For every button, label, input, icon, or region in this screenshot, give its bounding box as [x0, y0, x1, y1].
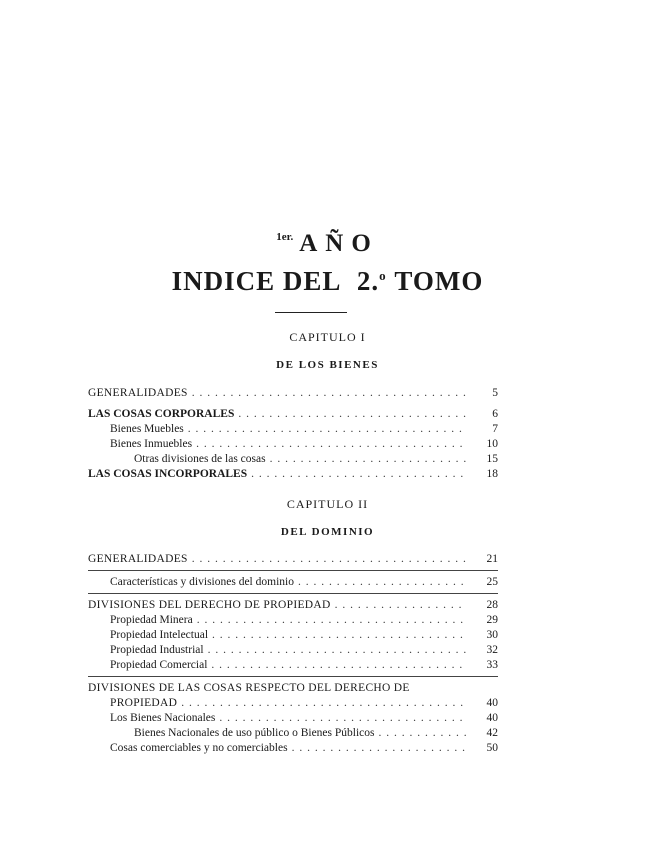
toc-entry-label: Características y divisiones del dominio	[110, 576, 294, 588]
toc-entry-page: 7	[492, 423, 498, 435]
toc-entry	[88, 598, 498, 613]
toc-entry-label: DIVISIONES DEL DERECHO DE PROPIEDAD	[88, 599, 331, 611]
leader-dots	[270, 452, 466, 467]
title-rule	[275, 312, 347, 313]
toc-entry-label: LAS COSAS INCORPORALES	[88, 468, 248, 480]
leader-dots	[379, 726, 466, 741]
page-title	[0, 266, 655, 297]
year-superscript: 1er.	[276, 231, 294, 243]
leader-dots	[212, 628, 466, 643]
toc-entry-page: 50	[486, 742, 498, 754]
leader-dots	[298, 575, 466, 590]
chapter-2-label: CAPITULO II	[286, 497, 369, 511]
toc-entry	[88, 628, 498, 643]
toc-entry	[88, 452, 498, 467]
toc-entry-page: 29	[486, 614, 498, 626]
toc-entry	[88, 711, 498, 726]
toc-entry-page: 10	[486, 438, 498, 450]
toc-entry	[88, 552, 498, 567]
title-number: 2.	[356, 266, 380, 296]
toc-entry	[88, 613, 498, 628]
toc-entry-label: Bienes Nacionales de uso público o Bienes Públicos	[134, 727, 375, 739]
chapter-2-title: DEL DOMINIO	[280, 526, 375, 538]
toc-entry	[88, 407, 498, 422]
toc-entry-label: Otras divisiones de las cosas	[134, 453, 266, 465]
leader-dots	[335, 598, 466, 613]
toc-entry-label: PROPIEDAD	[110, 697, 178, 709]
title-end: TOMO	[394, 266, 484, 296]
toc-entry-page: 28	[486, 599, 498, 611]
toc-entry	[88, 726, 498, 741]
leader-dots	[192, 386, 466, 401]
toc-entry-page: 21	[486, 553, 498, 565]
toc-entry-page: 6	[492, 408, 498, 420]
toc-entry-label: Bienes Muebles	[110, 423, 184, 435]
toc-entry	[88, 658, 498, 673]
toc-entry-page: 40	[486, 697, 498, 709]
chapter-1-label: CAPITULO I	[289, 330, 366, 344]
leader-dots	[196, 437, 466, 452]
leader-dots	[238, 407, 466, 422]
toc-entry-page: 15	[486, 453, 498, 465]
toc-entry-page: 42	[486, 727, 498, 739]
toc-entry-label: Propiedad Minera	[110, 614, 193, 626]
toc-entry-label: Los Bienes Nacionales	[110, 712, 216, 724]
toc-entry-label: Propiedad Intelectual	[110, 629, 209, 641]
leader-dots	[181, 696, 466, 711]
toc-entry-page: 25	[486, 576, 498, 588]
chapter-1-toc	[88, 386, 498, 482]
toc-entry-label: Cosas comerciables y no comerciables	[110, 742, 288, 754]
toc-entry-page: 18	[486, 468, 498, 480]
toc-entry	[88, 741, 498, 756]
divider	[88, 593, 498, 594]
toc-entry	[88, 643, 498, 658]
toc-entry	[88, 575, 498, 590]
toc-entry	[88, 437, 498, 452]
leader-dots	[197, 613, 466, 628]
leader-dots	[211, 658, 466, 673]
divider	[88, 570, 498, 571]
toc-entry	[88, 422, 498, 437]
toc-entry-label: DIVISIONES DE LAS COSAS RESPECTO DEL DERECHO DE	[88, 682, 410, 694]
leader-dots	[219, 711, 466, 726]
toc-entry	[88, 681, 498, 696]
leader-dots	[251, 467, 466, 482]
leader-dots	[292, 741, 466, 756]
toc-entry-label: Propiedad Industrial	[110, 644, 204, 656]
chapter-2-toc	[88, 552, 498, 756]
toc-entry	[88, 696, 498, 711]
toc-entry-page: 30	[486, 629, 498, 641]
toc-entry-label: GENERALIDADES	[88, 553, 188, 565]
year-word: AÑO	[299, 230, 379, 257]
divider	[88, 676, 498, 677]
toc-entry-label: Propiedad Comercial	[110, 659, 208, 671]
toc-entry-label: Bienes Inmuebles	[110, 438, 193, 450]
toc-entry-label: LAS COSAS CORPORALES	[88, 408, 235, 420]
toc-entry-label: GENERALIDADES	[88, 387, 188, 399]
leader-dots	[188, 422, 466, 437]
chapter-1-title: DE LOS BIENES	[276, 359, 379, 371]
leader-dots	[208, 643, 466, 658]
toc-entry	[88, 467, 498, 482]
toc-entry-page: 5	[492, 387, 498, 399]
toc-entry	[88, 386, 498, 401]
leader-dots	[192, 552, 466, 567]
title-superscript: o	[379, 268, 387, 283]
toc-entry-page: 32	[486, 644, 498, 656]
toc-entry-page: 40	[486, 712, 498, 724]
title-main: INDICE DEL	[171, 266, 342, 296]
year-heading	[0, 230, 655, 258]
toc-entry-page: 33	[486, 659, 498, 671]
